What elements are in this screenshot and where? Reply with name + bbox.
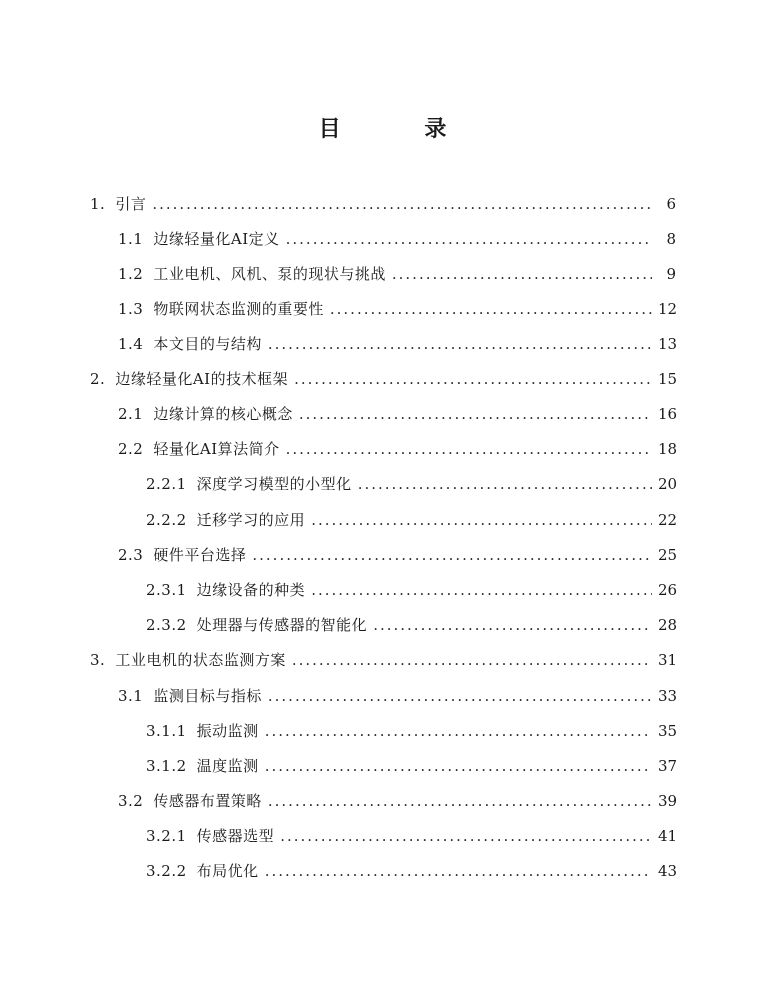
toc-entry[interactable] [146, 754, 676, 778]
toc-entry-title: 温度监测 [196, 757, 259, 775]
toc-entry-page: 18 [658, 440, 678, 458]
toc-entry-title: 边缘轻量化AI定义 [153, 230, 280, 248]
toc-entry-page: 16 [658, 405, 678, 423]
toc-entry-page: 37 [658, 757, 678, 775]
toc-entry-title: 监测目标与指标 [153, 687, 262, 705]
toc-entry-title: 工业电机的状态监测方案 [115, 651, 286, 669]
toc-entry[interactable] [118, 437, 676, 461]
toc-entry-number: 3.1.2 [146, 757, 187, 775]
toc-entry-title: 布局优化 [196, 862, 259, 880]
toc-entry-page: 15 [658, 370, 678, 388]
toc-entry-page: 25 [658, 546, 678, 564]
toc-entry-number: 2.3 [118, 546, 144, 564]
toc-entry-number: 3.1 [118, 687, 144, 705]
toc-title: 目 录 [318, 117, 485, 142]
dot-leader [268, 684, 652, 708]
toc-entry-page: 41 [658, 827, 678, 845]
toc-entry[interactable] [146, 719, 676, 743]
toc-entry-number: 2.1 [118, 405, 144, 423]
dot-leader [392, 262, 652, 286]
dot-leader [294, 367, 652, 391]
toc-entry-title: 轻量化AI算法简介 [153, 440, 280, 458]
dot-leader [311, 578, 652, 602]
toc-entry-number: 2.2.2 [146, 511, 187, 529]
toc-entry-title: 工业电机、风机、泵的现状与挑战 [153, 265, 386, 283]
toc-entry-title: 本文目的与结构 [153, 335, 262, 353]
toc-entry-number: 1. [90, 195, 106, 213]
toc-entry[interactable] [90, 648, 676, 672]
toc-entry-number: 3.2 [118, 792, 144, 810]
toc-entry-page: 8 [666, 230, 676, 248]
toc-entry[interactable] [146, 859, 676, 883]
toc-entry-title: 边缘轻量化AI的技术框架 [115, 370, 289, 388]
toc-entry-number: 3.1.1 [146, 722, 187, 740]
toc-entry-page: 43 [658, 862, 678, 880]
dot-leader [299, 402, 652, 426]
toc-entry[interactable] [146, 613, 676, 637]
toc-entry-page: 13 [658, 335, 678, 353]
toc-entry-page: 9 [666, 265, 676, 283]
toc-entry-page: 35 [658, 722, 678, 740]
toc-entry[interactable] [118, 684, 676, 708]
toc-entry[interactable] [118, 297, 676, 321]
toc-entry-title: 传感器选型 [196, 827, 275, 845]
toc-entry-page: 31 [658, 651, 678, 669]
toc-entry-page: 6 [666, 195, 676, 213]
toc-entry[interactable] [90, 192, 676, 216]
toc-entry-page: 39 [658, 792, 678, 810]
toc-entry-number: 2.3.1 [146, 581, 187, 599]
dot-leader [373, 613, 652, 637]
toc-entry-number: 2. [90, 370, 106, 388]
toc-entry-number: 3.2.1 [146, 827, 187, 845]
toc-entry-number: 2.3.2 [146, 616, 187, 634]
toc-entry-number: 3.2.2 [146, 862, 187, 880]
toc-entry-page: 22 [658, 511, 678, 529]
dot-leader [292, 648, 652, 672]
toc-entry-title: 引言 [115, 195, 147, 213]
dot-leader [268, 332, 652, 356]
toc-entry-page: 28 [658, 616, 678, 634]
toc-entry-title: 处理器与传感器的智能化 [196, 616, 368, 634]
dot-leader [152, 192, 652, 216]
toc-entry-title: 深度学习模型的小型化 [196, 475, 352, 493]
toc-entry-page: 20 [658, 475, 678, 493]
toc-entry[interactable] [146, 824, 676, 848]
dot-leader [265, 859, 652, 883]
toc-entry-number: 1.3 [118, 300, 144, 318]
toc-entry[interactable] [118, 543, 676, 567]
toc-entry-page: 33 [658, 687, 678, 705]
dot-leader [268, 789, 652, 813]
toc-entry[interactable] [118, 402, 676, 426]
toc-entry-number: 2.2 [118, 440, 144, 458]
toc-entry[interactable] [146, 578, 676, 602]
toc-entry[interactable] [146, 508, 676, 532]
toc-entry[interactable] [118, 227, 676, 251]
toc-entry-title: 振动监测 [196, 722, 259, 740]
dot-leader [265, 719, 652, 743]
toc-entry-page: 12 [658, 300, 678, 318]
toc-entry[interactable] [146, 472, 676, 496]
toc-entry[interactable] [90, 367, 676, 391]
toc-entry[interactable] [118, 262, 676, 286]
toc-entry-title: 边缘计算的核心概念 [153, 405, 293, 423]
dot-leader [358, 472, 652, 496]
toc-entry-title: 迁移学习的应用 [196, 511, 306, 529]
toc-entry-title: 物联网状态监测的重要性 [153, 300, 324, 318]
dot-leader [286, 227, 652, 251]
toc-entry-title: 边缘设备的种类 [196, 581, 306, 599]
toc-entry-title: 传感器布置策略 [153, 792, 262, 810]
dot-leader [280, 824, 652, 848]
dot-leader [330, 297, 652, 321]
toc-entry-page: 26 [658, 581, 678, 599]
toc-entry-number: 2.2.1 [146, 475, 187, 493]
toc-entry[interactable] [118, 332, 676, 356]
toc-entry-number: 3. [90, 651, 106, 669]
dot-leader [265, 754, 652, 778]
toc-entry-title: 硬件平台选择 [153, 546, 247, 564]
toc-entry-number: 1.1 [118, 230, 144, 248]
dot-leader [252, 543, 652, 567]
dot-leader [311, 508, 652, 532]
dot-leader [286, 437, 652, 461]
toc-entry-number: 1.4 [118, 335, 144, 353]
toc-entry-number: 1.2 [118, 265, 144, 283]
toc-entry[interactable] [118, 789, 676, 813]
